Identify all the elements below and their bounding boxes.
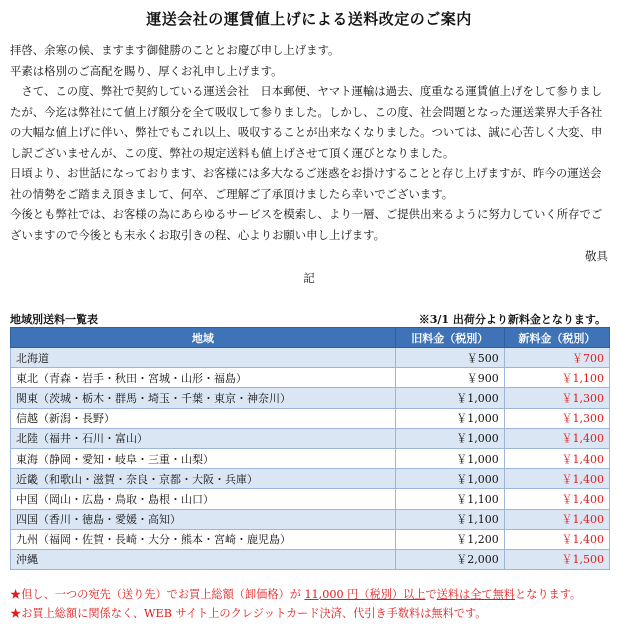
new-price-cell: ￥1,300	[504, 408, 609, 428]
apology-paragraph: 日頃より、お世話になっております、お客様には多大なるご迷惑をお掛けすることと存じ上げますが、昨今の運送会社の情勢をご踏まえ頂きまして、何卒、ご理解ご了承頂けましたら幸いでございます。	[10, 166, 602, 201]
region-cell: 東北（青森・岩手・秋田・宮城・山形・福島）	[11, 368, 396, 388]
table-row	[11, 469, 610, 489]
old-price-cell: ￥500	[395, 348, 504, 368]
new-price-cell: ￥1,100	[504, 368, 609, 388]
table-header-row	[11, 328, 610, 348]
new-price-cell: ￥1,400	[504, 428, 609, 448]
table-row	[11, 489, 610, 509]
region-cell: 中国（岡山・広島・鳥取・島根・山口）	[11, 489, 396, 509]
rate-table	[10, 327, 610, 570]
old-price-cell: ￥1,000	[395, 388, 504, 408]
header-new-price: 新料金（税別）	[504, 328, 609, 348]
ki-mark: 記	[303, 271, 315, 285]
thanks-line: 平素は格別のご高配を賜り、厚くお礼申し上げます。	[10, 63, 283, 78]
new-price-cell: ￥1,400	[504, 529, 609, 549]
future-paragraph: 今後とも弊社では、お客様の為にあらゆるサービスを模索し、より一層、ご提供出来るように努力していく所存でございますので今後とも末永くお取引きの程、心よりお願い申し上げます。	[10, 207, 603, 242]
fee-footnote: ★お買上総額に関係なく、WEB サイト上のクレジットカード決済、代引き手数料は無料です。	[10, 607, 487, 620]
table-row	[11, 529, 610, 549]
table-row	[11, 448, 610, 468]
region-cell: 東海（静岡・愛知・岐阜・三重・山梨）	[11, 448, 396, 468]
footnote-text: で	[425, 588, 437, 601]
free-shipping-footnote	[10, 586, 581, 602]
old-price-cell: ￥1,000	[395, 448, 504, 468]
region-cell: 北陸（福井・石川・富山）	[11, 428, 396, 448]
table-row	[11, 428, 610, 448]
table-row	[11, 549, 610, 569]
new-price-cell: ￥700	[504, 348, 609, 368]
region-cell: 関東（茨城・栃木・群馬・埼玉・千葉・東京・神奈川）	[11, 388, 396, 408]
table-row	[11, 388, 610, 408]
region-cell: 四国（香川・徳島・愛媛・高知）	[11, 509, 396, 529]
old-price-cell: ￥1,000	[395, 408, 504, 428]
table-caption: 地域別送料一覧表	[10, 313, 98, 326]
footnote-text: ★但し、一つの宛先（送り先）でお買上総額（卸価格）が	[10, 588, 305, 601]
old-price-cell: ￥1,200	[395, 529, 504, 549]
closing-word: 敬具	[585, 249, 608, 263]
greeting-line: 拝啓、余寒の候、ますます御健勝のこととお慶び申し上げます。	[10, 43, 340, 57]
old-price-cell: ￥1,100	[395, 489, 504, 509]
region-cell: 近畿（和歌山・滋賀・奈良・京都・大阪・兵庫）	[11, 469, 396, 489]
new-price-cell: ￥1,300	[504, 388, 609, 408]
table-note: ※3/1 出荷分より新料金となります。	[418, 313, 606, 326]
old-price-cell: ￥2,000	[395, 549, 504, 569]
new-price-cell: ￥1,400	[504, 489, 609, 509]
old-price-cell: ￥900	[395, 368, 504, 388]
table-row	[11, 348, 610, 368]
table-row	[11, 408, 610, 428]
new-price-cell: ￥1,400	[504, 448, 609, 468]
old-price-cell: ￥1,000	[395, 469, 504, 489]
region-cell: 沖縄	[11, 549, 396, 569]
old-price-cell: ￥1,000	[395, 428, 504, 448]
new-price-cell: ￥1,400	[504, 509, 609, 529]
table-row	[11, 509, 610, 529]
letter-body	[10, 40, 610, 245]
table-row	[11, 368, 610, 388]
region-cell: 信越（新潟・長野）	[11, 408, 396, 428]
header-region: 地域	[11, 328, 396, 348]
header-old-price: 旧料金（税別）	[395, 328, 504, 348]
page-title: 運送会社の運賃値上げによる送料改定のご案内	[146, 10, 472, 28]
threshold-amount: 11,000 円（税別）以上	[304, 588, 426, 601]
free-shipping-text: 送料は全て無料	[436, 588, 515, 601]
region-cell: 北海道	[11, 348, 396, 368]
region-cell: 九州（福岡・佐賀・長崎・大分・熊本・宮崎・鹿児島）	[11, 529, 396, 549]
footnote-text: となります。	[514, 588, 582, 601]
old-price-cell: ￥1,100	[395, 509, 504, 529]
new-price-cell: ￥1,400	[504, 469, 609, 489]
new-price-cell: ￥1,500	[504, 549, 609, 569]
reason-paragraph: さて、この度、弊社で契約している運送会社 日本郵便、ヤマト運輸は過去、度重なる運賃値上げをして参りましたが、今迄は弊社にて値上げ額分を全て吸収して参りました。しかし、この度、社会問題となった運送業界大手各社の大幅な値上げに伴い、弊社でもこれ以上、吸収することが出来なくなりました。ついては、誠に心苦しく大変、申し訳ございませんが、この度、弊社の規定送料も値上げさせて頂く運びとなりました。	[10, 84, 603, 160]
